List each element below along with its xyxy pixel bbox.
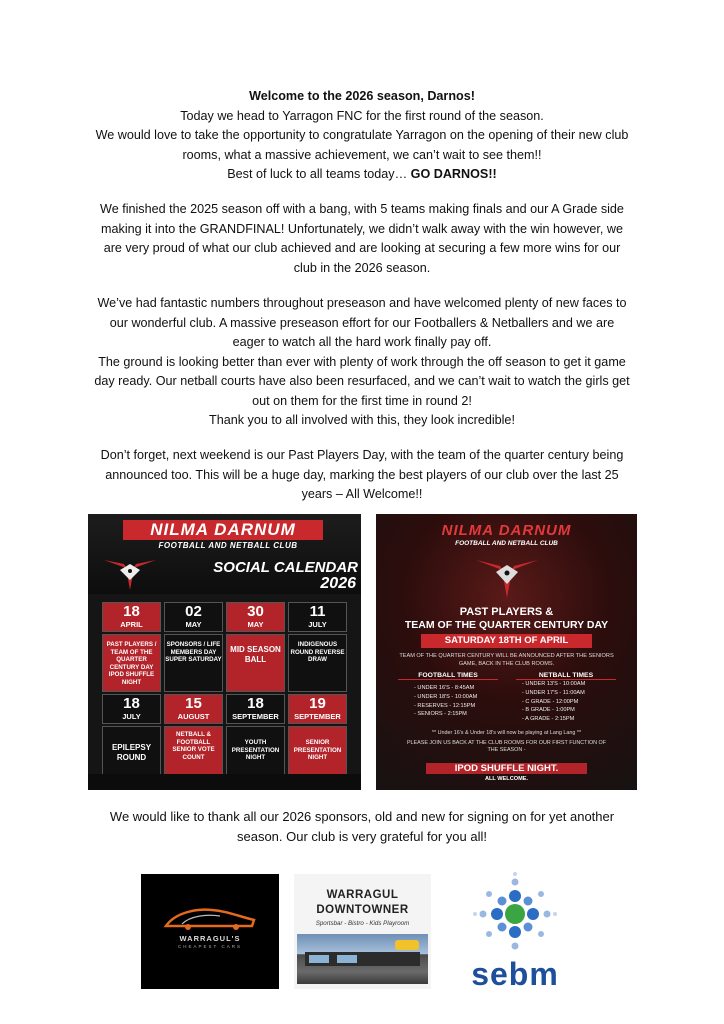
sponsor-logo-cheapest-cars — [141, 874, 279, 989]
footnote: ** Under 16's & Under 18's will now be playing at Lang Lang ** — [431, 730, 582, 736]
sponsor-logo-downtowner — [294, 874, 431, 989]
intro-heading: Welcome to the 2026 season, Darnos! — [249, 89, 475, 103]
sponsor-subtitle: CHEAPEST CARS — [178, 944, 242, 949]
thanks-line: season. Our club is very grateful for you all! — [236, 828, 487, 844]
date-month: SEPTEMBER — [294, 712, 341, 721]
recap-line: are very proud of what our club achieved and are looking at securing a few more wins for our — [103, 241, 621, 255]
date-cell — [102, 694, 161, 724]
list-item: - B GRADE - 1:00PM — [522, 707, 575, 714]
calendar-title: SOCIAL CALENDAR — [213, 559, 358, 576]
event-text: PAST PLAYERS / TEAM OF THE QUARTER CENTURY DAY IPOD SHUFFLE NIGHT — [106, 641, 157, 686]
building-photo — [297, 934, 428, 984]
intro-line: Today we head to Yarragon FNC for the first round of the season. — [180, 108, 544, 123]
date-cell — [288, 694, 347, 724]
football-times-list — [414, 684, 514, 719]
date-day: 18 — [123, 603, 140, 620]
intro-line: rooms, what a massive achievement, we can’t wait to see them!! — [182, 147, 542, 162]
event-cell — [288, 634, 347, 692]
sebm-dots-icon — [467, 872, 563, 956]
club-subtitle: FOOTBALL AND NETBALL CLUB — [158, 541, 298, 550]
date-day: 11 — [309, 603, 326, 620]
join-text: PLEASE JOIN US BACK AT THE CLUB ROOMS FOR OUR FIRST FUNCTION OF THE SEASON - — [406, 740, 607, 753]
date-day: 19 — [309, 695, 326, 712]
list-item: - A GRADE - 2:15PM — [522, 716, 575, 723]
preseason-line: out on them for the first time in round 2! — [252, 393, 472, 408]
club-logo-icon — [102, 550, 158, 594]
poster-footer-band — [88, 774, 361, 790]
intro-paragraph — [70, 87, 654, 185]
preseason-line: eager to watch all the hard work finally pay off. — [232, 335, 492, 349]
list-item: - RESERVES - 12:15PM — [414, 702, 476, 709]
date-cell — [164, 694, 223, 724]
date-month: MAY — [247, 620, 264, 629]
sponsor-name-line1: WARRAGUL — [326, 889, 399, 901]
recap-line: club in the 2026 season. — [293, 260, 431, 275]
past-players-paragraph — [70, 446, 654, 505]
social-calendar-poster — [88, 514, 361, 790]
club-subtitle: FOOTBALL AND NETBALL CLUB — [455, 540, 558, 547]
event-text: INDIGENOUS ROUND REVERSE DRAW — [290, 641, 345, 664]
sponsor-name: sebm — [471, 956, 559, 992]
preseason-line: our wonderful club. A massive preseason effort for our Footballers & Netballers and we are — [109, 315, 615, 330]
football-times-heading: FOOTBALL TIMES — [398, 672, 498, 680]
sponsor-logo-sebm — [449, 872, 581, 992]
date-day: 30 — [247, 603, 264, 620]
intro-luck-line — [70, 165, 654, 185]
date-month: APRIL — [120, 620, 143, 629]
preseason-paragraph — [70, 294, 654, 431]
date-month: JULY — [308, 620, 327, 629]
sponsor-name-line2: DOWNTOWNER — [316, 904, 409, 916]
date-month: JULY — [122, 712, 141, 721]
go-darnos: GO DARNOS!! — [410, 167, 497, 181]
date-day: 18 — [123, 695, 140, 712]
event-text: YOUTH PRESENTATION NIGHT — [231, 739, 280, 762]
date-day: 18 — [247, 695, 264, 712]
date-month: SEPTEMBER — [232, 712, 279, 721]
date-cell — [102, 602, 161, 632]
event-text: MID SEASON BALL — [230, 645, 281, 664]
car-icon — [160, 902, 260, 934]
date-cell — [226, 694, 285, 724]
event-cell — [164, 634, 223, 692]
date-day: 02 — [185, 603, 202, 620]
list-item: - SENIORS - 2:15PM — [414, 711, 467, 718]
ipod-shuffle-banner: IPOD SHUFFLE NIGHT. — [426, 763, 587, 774]
netball-times-list — [522, 680, 622, 724]
event-text: SENIOR PRESENTATION NIGHT — [293, 739, 342, 762]
date-cell — [288, 602, 347, 632]
past-players-poster — [376, 514, 637, 790]
luck-text: Best of luck to all teams today… — [227, 167, 411, 181]
list-item: - C GRADE - 12:00PM — [522, 698, 579, 705]
event-date: SATURDAY 18TH OF APRIL — [421, 634, 592, 648]
list-item: - UNDER 13'S - 10:00AM — [522, 681, 586, 687]
announcement-note: TEAM OF THE QUARTER CENTURY WILL BE ANNOUNCED AFTER THE SENIORS GAME, BACK IN THE CLUB ROOMS. — [399, 653, 614, 667]
list-item: - UNDER 16'S - 8:45AM — [414, 685, 475, 691]
past-players-line: announced too. This will be a huge day, marking the best players of our club over the last 25 — [105, 467, 619, 482]
intro-line: We would love to take the opportunity to congratulate Yarragon on the opening of their new club — [95, 128, 629, 142]
past-players-line: years – All Welcome!! — [301, 487, 423, 501]
preseason-line: day ready. Our netball courts have also been resurfaced, and we can’t wait to watch the girls get — [94, 374, 630, 388]
poster-header — [88, 514, 361, 594]
club-name: NILMA DARNUM — [123, 520, 323, 540]
date-cell — [226, 602, 285, 632]
club-name: NILMA DARNUM — [441, 522, 572, 539]
poster-title: PAST PLAYERS & — [459, 606, 554, 618]
all-welcome: ALL WELCOME. — [484, 776, 529, 782]
calendar-year: 2026 — [320, 575, 356, 592]
recap-line: making it into the GRANDFINAL! Unfortunately, we didn’t walk away with the win however, we — [101, 221, 623, 236]
recap-line: We finished the 2025 season off with a bang, with 5 teams making finals and our A Grade side — [100, 202, 624, 216]
sponsor-tagline: Sportsbar - Bistro - Kids Playroom — [315, 920, 410, 927]
event-text: SPONSORS / LIFE MEMBERS DAY SUPER SATURDAY — [165, 641, 222, 664]
date-cell — [164, 602, 223, 632]
preseason-line: Thank you to all involved with this, they look incredible! — [209, 413, 515, 427]
sponsor-name: WARRAGUL'S — [179, 934, 241, 943]
event-cell — [226, 634, 285, 692]
season-recap-paragraph — [70, 200, 654, 278]
date-day: 15 — [185, 695, 202, 712]
date-month: MAY — [185, 620, 202, 629]
preseason-line: The ground is looking better than ever with plenty of work through the off season to get it game — [98, 354, 626, 369]
list-item: - UNDER 18'S - 10:00AM — [414, 693, 478, 700]
past-players-line: Don’t forget, next weekend is our Past Players Day, with the team of the quarter century being — [100, 448, 624, 462]
sponsors-thanks-paragraph — [70, 807, 654, 846]
preseason-line: We’ve had fantastic numbers throughout preseason and have welcomed plenty of new faces to — [97, 296, 627, 310]
club-logo-icon — [472, 550, 542, 602]
date-month: AUGUST — [177, 712, 210, 721]
netball-times-heading: NETBALL TIMES — [516, 672, 616, 680]
poster-title-2: TEAM OF THE QUARTER CENTURY DAY — [404, 619, 609, 631]
event-cell — [102, 634, 161, 692]
thanks-line: We would like to thank all our 2026 sponsors, old and new for signing on for yet another — [109, 809, 615, 824]
event-text: EPILEPSY ROUND — [111, 743, 152, 762]
list-item: - UNDER 17'S - 11:00AM — [522, 689, 585, 696]
event-text: NETBALL & FOOTBALL SENIOR VOTE COUNT — [172, 731, 215, 761]
